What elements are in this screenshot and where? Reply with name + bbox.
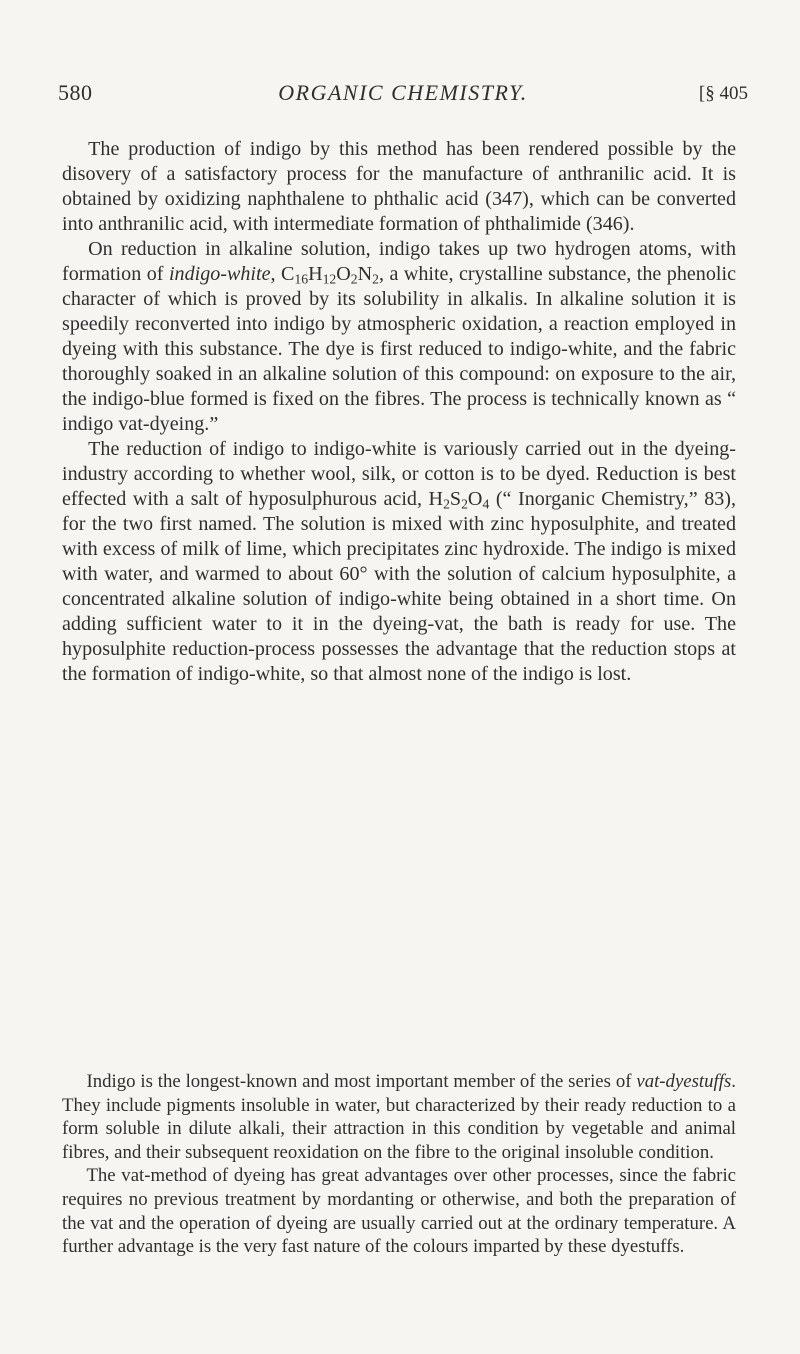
formula-element: H — [308, 263, 323, 285]
paragraph-2-text-b: , a white, crystalline substance, the phenolic character of which is proved by its solubility in alkalis. In alkaline solution it is speedily reconverted into indigo by atmospheric oxidation, a reaction employed in dyeing with this substance. The dye is first reduced to indigo-white, and the fabric thoroughly soaked in an alkaline solution of this compound: on exposure to the air, the indigo-blue formed is fixed on the fibres. The process is technically known as “ indigo vat-dyeing.” — [62, 263, 736, 435]
paragraph-2-text-a: On reduction in alkaline solution, indigo takes up two hydrogen atoms, with formation of — [62, 238, 736, 285]
formula-prefix: , C — [270, 263, 295, 285]
paragraph-3-text-b: (“ Inorganic Chemistry,” 83), for the two first named. The solution is mixed with zinc hyposulphite, and treated with excess of milk of lime, which precipitates zinc hydroxide. The indigo is mixed with water, and warmed to about 60° with the solution of calcium hyposulphite, a concentrated alkaline solution of indigo-white being obtained in a short time. On adding sufficient water to it in the dyeing-vat, the bath is ready for use. The hyposulphite reduction-process possesses the advantage that the reduction stops at the formation of indigo-white, so that almost none of the indigo is lost. — [62, 488, 737, 685]
page-number: 580 — [58, 80, 93, 105]
formula-subscript: 12 — [322, 271, 337, 287]
small-paragraph-1-text-a: Indigo is the longest-known and most important member of the series of — [86, 1071, 637, 1092]
paragraph-1-text: The production of indigo by this method has been rendered possible by the disovery of a satisfactory process for the manufacture of anthranilic acid. It is obtained by oxidizing naphthalene to phthalic acid (347), which can be converted into anthranilic acid, with intermediate formation of phthalimide (346). — [62, 138, 736, 235]
formula-subscript: 2 — [443, 496, 450, 512]
formula-subscript: 16 — [294, 271, 309, 287]
formula-subscript: 2 — [350, 271, 358, 287]
formula-element: S — [449, 488, 462, 510]
formula-subscript: 2 — [461, 496, 468, 512]
section-reference: [§ 405 — [698, 83, 748, 104]
page-header — [58, 80, 748, 116]
formula-element: O — [336, 263, 351, 285]
small-paragraph-1-text-b: . They include pigments insoluble in water, but characterized by their ready reduction to a form soluble in dilute alkali, their attraction in this condition by vegetable and animal fibres, and their subsequent reoxidation on the fibre to the original insoluble condition. — [62, 1071, 736, 1163]
formula-element: O — [467, 488, 483, 510]
small-paragraph-2 — [62, 1164, 736, 1258]
main-text — [62, 137, 736, 687]
formula-subscript: 2 — [372, 271, 379, 287]
small-print-section — [62, 1070, 736, 1259]
paragraph-3 — [62, 437, 736, 687]
paragraph-3-text-a: The reduction of indigo to indigo-white is variously carried out in the dyeing-industry according to whether wool, silk, or cotton is to be dyed. Reduction is best effected with a salt of hyposulphurous acid, H — [62, 438, 736, 510]
indigo-white-term: indigo-white — [168, 263, 271, 285]
small-paragraph-1 — [62, 1070, 736, 1164]
running-head: ORGANIC CHEMISTRY. — [278, 80, 528, 105]
paragraph-1 — [62, 137, 736, 237]
formula-element: N — [357, 263, 373, 285]
small-paragraph-2-text: The vat-method of dyeing has great advantages over other processes, since the fabric requires no previous treatment by mordanting or otherwise, and both the preparation of the vat and the operation of dyeing are usually carried out at the ordinary temperature. A further advantage is the very fast nature of the colours imparted by these dyestuffs. — [62, 1165, 736, 1258]
formula-subscript: 4 — [482, 496, 490, 512]
vat-dyestuffs-term: vat-dyestuffs — [636, 1071, 732, 1092]
paragraph-2 — [62, 237, 736, 437]
